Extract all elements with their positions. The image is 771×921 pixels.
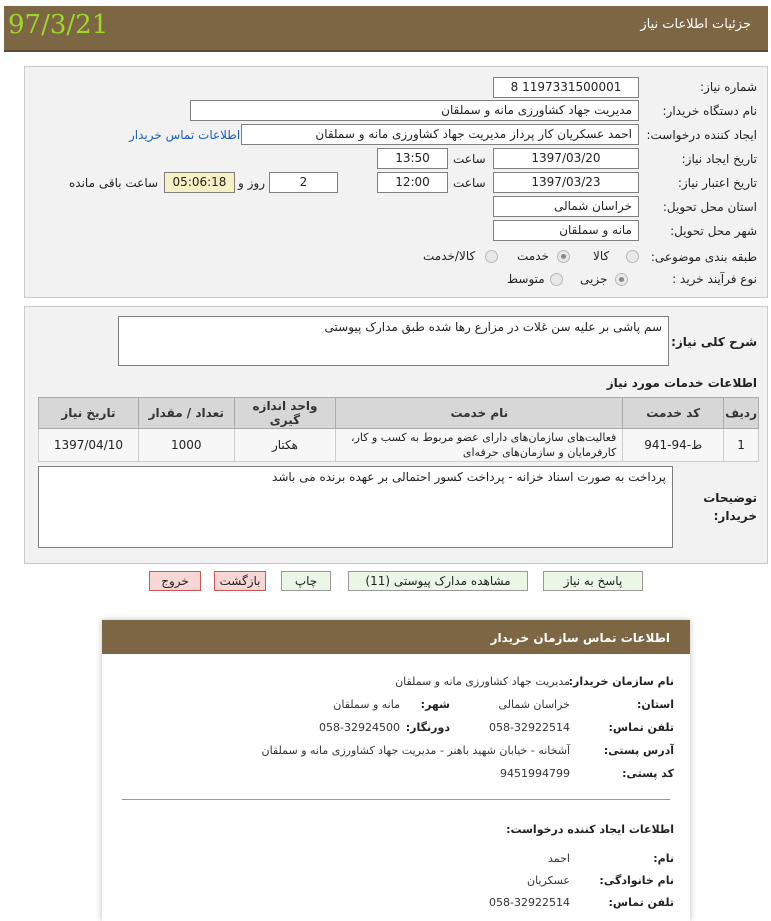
service-name-line1: فعالیت‌های سازمان‌های دارای عضو مربوط به کسب و کار، [351, 431, 617, 444]
creator-label: ایجاد کننده درخواست: [646, 128, 757, 142]
cell-quantity: 1000 [138, 429, 234, 462]
validity-time-field: 12:00 [377, 172, 448, 193]
category-option-goods-service: کالا/خدمت [423, 249, 476, 263]
col-quantity: تعداد / مقدار [138, 398, 234, 429]
created-date-label: تاریخ ایجاد نیاز: [681, 152, 757, 166]
province-label: استان محل تحویل: [662, 200, 757, 214]
buyer-notes-label-1: توضیحات [703, 491, 757, 505]
service-name-line2: کارفرمایان و سازمان‌های حرفه‌ای [462, 446, 617, 459]
buyer-notes-label-2: خریدار: [713, 509, 757, 523]
popup-fax-label: دورنگار: [405, 721, 450, 734]
cell-unit: هکتار [234, 429, 336, 462]
popup-title: اطلاعات تماس سازمان خریدار [490, 631, 670, 645]
summary-label: شرح کلی نیاز: [671, 335, 757, 349]
buyer-org-label: نام دستگاه خریدار: [662, 104, 757, 118]
popup-postal: 9451994799 [500, 767, 570, 780]
popup-address: آشخانه - خیابان شهید باهنر - مدیریت جهاد کشاورزی مانه و سملقان [261, 744, 570, 757]
created-time-field: 13:50 [377, 148, 448, 169]
creator-field: احمد عسکریان کار پرداز مدیریت جهاد کشاورزی مانه و سملقان [241, 124, 639, 145]
col-service-code: کد خدمت [623, 398, 724, 429]
popup-creator-phone: 058-32922514 [489, 896, 570, 909]
process-label: نوع فرآیند خرید : [672, 272, 757, 286]
col-row: ردیف [724, 398, 759, 429]
services-title: اطلاعات خدمات مورد نیاز [606, 376, 757, 390]
summary-textarea[interactable]: سم پاشی بر علیه سن غلات در مزارع رها شده طبق مدارک پیوستی [118, 316, 669, 366]
reply-button[interactable]: پاسخ به نیاز [543, 571, 643, 591]
attachments-button[interactable]: مشاهده مدارک پیوستی (11) [348, 571, 528, 591]
popup-fax: 058-32924500 [319, 721, 400, 734]
buyer-notes-textarea[interactable]: پرداخت به صورت اسناد خزانه - پرداخت کسور احتمالی بر عهده برنده می باشد [38, 466, 673, 548]
exit-button[interactable]: خروج [149, 571, 201, 591]
popup-postal-label: کد پستی: [622, 767, 674, 780]
popup-org-label: نام سازمان خریدار: [568, 675, 674, 688]
back-button[interactable]: بازگشت [214, 571, 266, 591]
validity-date-field: 1397/03/23 [493, 172, 639, 193]
need-number-field: 1197331500001 8 [493, 77, 639, 98]
print-button[interactable]: چاپ [281, 571, 331, 591]
popup-city-label: شهر: [420, 698, 450, 711]
services-table [38, 397, 759, 462]
cell-service-name [336, 429, 623, 462]
popup-province: خراسان شمالی [498, 698, 570, 711]
buyer-org-field: مدیریت جهاد کشاورزی مانه و سملقان [190, 100, 639, 121]
created-time-label: ساعت [453, 152, 486, 166]
popup-creator-section: اطلاعات ایجاد کننده درخواست: [506, 823, 674, 836]
table-row [39, 429, 759, 462]
popup-org: مدیریت جهاد کشاورزی مانه و سملقان [395, 675, 570, 688]
popup-first-name: احمد [548, 852, 570, 865]
validity-date-label: تاریخ اعتبار نیاز: [677, 176, 757, 190]
category-option-goods: کالا [593, 249, 610, 263]
need-number-label: شماره نیاز: [700, 80, 757, 94]
category-label: طبقه بندی موضوعی: [650, 250, 757, 264]
category-radio-goods[interactable] [626, 250, 639, 263]
popup-phone: 058-32922514 [489, 721, 570, 734]
popup-last-name-label: نام خانوادگی: [599, 874, 674, 887]
city-label: شهر محل تحویل: [670, 224, 757, 238]
days-field: 2 [269, 172, 338, 193]
popup-last-name: عسکریان [526, 874, 570, 887]
buyer-contact-popup [102, 620, 690, 921]
days-label: روز و [238, 176, 265, 190]
col-need-date: تاریخ نیاز [39, 398, 139, 429]
col-unit: واحد اندازه گیری [234, 398, 336, 429]
cell-need-date: 1397/04/10 [39, 429, 139, 462]
validity-time-label: ساعت [453, 176, 486, 190]
popup-first-name-label: نام: [653, 852, 674, 865]
popup-city: مانه و سملقان [333, 698, 400, 711]
city-field: مانه و سملقان [493, 220, 639, 241]
process-radio-medium[interactable] [550, 273, 563, 286]
popup-address-label: آدرس پستی: [603, 744, 674, 757]
page-title: جزئیات اطلاعات نیاز [640, 17, 751, 32]
popup-province-label: استان: [637, 698, 674, 711]
process-option-medium: متوسط [507, 272, 545, 286]
category-radio-service[interactable] [557, 250, 570, 263]
buyer-contact-link[interactable]: اطلاعات تماس خریدار [129, 128, 241, 142]
remaining-time-field: 05:06:18 [164, 172, 235, 193]
popup-creator-phone-label: تلفن تماس: [608, 896, 674, 909]
remaining-label: ساعت باقی مانده [69, 176, 159, 190]
process-option-minor: جزیی [580, 272, 608, 286]
created-date-field: 1397/03/20 [493, 148, 639, 169]
process-radio-minor[interactable] [615, 273, 628, 286]
province-field: خراسان شمالی [493, 196, 639, 217]
category-radio-goods-service[interactable] [485, 250, 498, 263]
popup-phone-label: تلفن تماس: [608, 721, 674, 734]
cell-row: 1 [724, 429, 759, 462]
popup-divider [122, 799, 670, 800]
col-service-name: نام خدمت [336, 398, 623, 429]
date-stamp: 97/3/21 [8, 10, 109, 40]
cell-service-code: ط-94-941 [623, 429, 724, 462]
category-option-service: خدمت [517, 249, 549, 263]
